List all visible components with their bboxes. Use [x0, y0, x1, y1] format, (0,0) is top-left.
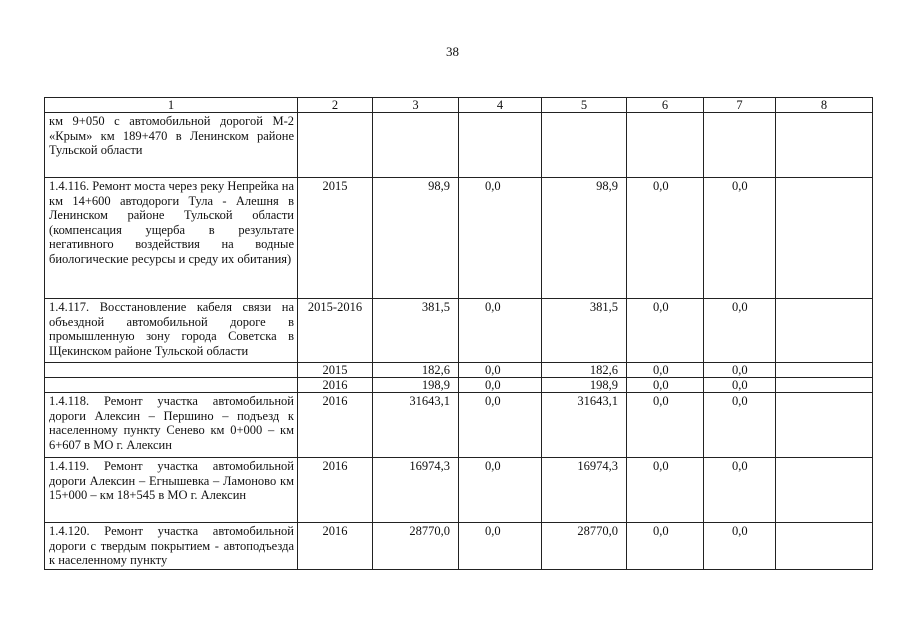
page-number: 38 [446, 44, 459, 59]
row-period: 2016 [298, 458, 373, 523]
row-col5: 198,9 [542, 378, 627, 393]
row-total: 381,5 [373, 299, 459, 363]
row-description [45, 378, 298, 393]
row-col8 [776, 523, 873, 570]
row-col4: 0,0 [459, 363, 542, 378]
row-col4: 0,0 [459, 523, 542, 570]
row-description: 1.4.119. Ремонт участка автомобильной дороги Алексин – Егнышевка – Ламоново км 15+000 – км 18+545 в МО г. Алексин [45, 458, 298, 523]
row-col6: 0,0 [627, 458, 704, 523]
row-period: 2015 [298, 178, 373, 299]
row-col6: 0,0 [627, 523, 704, 570]
row-col8 [776, 378, 873, 393]
row-col6: 0,0 [627, 363, 704, 378]
row-col7 [704, 113, 776, 178]
row-total: 98,9 [373, 178, 459, 299]
row-col7: 0,0 [704, 363, 776, 378]
table-row [45, 393, 873, 458]
column-header: 3 [373, 98, 459, 113]
row-description: 1.4.117. Восстановление кабеля связи на объездной автомобильной дороге в промышленную зону города Советска в Щекинском районе Тульской области [45, 299, 298, 363]
column-header: 6 [627, 98, 704, 113]
row-col4: 0,0 [459, 393, 542, 458]
row-col4: 0,0 [459, 458, 542, 523]
row-total: 28770,0 [373, 523, 459, 570]
row-col5: 182,6 [542, 363, 627, 378]
row-col5: 98,9 [542, 178, 627, 299]
table-row [45, 458, 873, 523]
row-col6: 0,0 [627, 378, 704, 393]
row-description: 1.4.116. Ремонт моста через реку Непрейка на км 14+600 автодороги Тула - Алешня в Ленинском районе Тульской области (компенсация ущерба в результате негативного воздействия на водные биологические ресурсы и среду их обитания) [45, 178, 298, 299]
table-row [45, 378, 873, 393]
row-total: 182,6 [373, 363, 459, 378]
table-row [45, 299, 873, 363]
row-col7: 0,0 [704, 523, 776, 570]
row-col4: 0,0 [459, 299, 542, 363]
row-period: 2016 [298, 523, 373, 570]
row-col5: 16974,3 [542, 458, 627, 523]
row-col6 [627, 113, 704, 178]
row-col6: 0,0 [627, 299, 704, 363]
row-period [298, 113, 373, 178]
row-total: 31643,1 [373, 393, 459, 458]
row-description: 1.4.118. Ремонт участка автомобильной дороги Алексин – Першино – подъезд к населенному пункту Сенево км 0+000 – км 6+607 в МО г. Алексин [45, 393, 298, 458]
row-col8 [776, 113, 873, 178]
row-col5: 28770,0 [542, 523, 627, 570]
table-row [45, 363, 873, 378]
column-header: 5 [542, 98, 627, 113]
row-col4 [459, 113, 542, 178]
row-col5 [542, 113, 627, 178]
column-header: 4 [459, 98, 542, 113]
column-header: 8 [776, 98, 873, 113]
table-row [45, 113, 873, 178]
row-col7: 0,0 [704, 178, 776, 299]
row-col7: 0,0 [704, 299, 776, 363]
row-period: 2015-2016 [298, 299, 373, 363]
row-period: 2016 [298, 393, 373, 458]
row-total: 16974,3 [373, 458, 459, 523]
row-col7: 0,0 [704, 393, 776, 458]
row-total: 198,9 [373, 378, 459, 393]
row-col8 [776, 178, 873, 299]
row-col8 [776, 299, 873, 363]
row-col5: 381,5 [542, 299, 627, 363]
row-col8 [776, 393, 873, 458]
table-row [45, 523, 873, 570]
row-col5: 31643,1 [542, 393, 627, 458]
row-col6: 0,0 [627, 393, 704, 458]
row-col7: 0,0 [704, 458, 776, 523]
row-total [373, 113, 459, 178]
table-row [45, 178, 873, 299]
row-col8 [776, 363, 873, 378]
row-col4: 0,0 [459, 378, 542, 393]
column-header: 2 [298, 98, 373, 113]
row-description: км 9+050 с автомобильной дорогой М-2 «Крым» км 189+470 в Ленинском районе Тульской области [45, 113, 298, 178]
column-header: 7 [704, 98, 776, 113]
row-col8 [776, 458, 873, 523]
row-period: 2016 [298, 378, 373, 393]
row-description: 1.4.120. Ремонт участка автомобильной дороги с твердым покрытием - автоподъезда к населенному пункту [45, 523, 298, 570]
row-col4: 0,0 [459, 178, 542, 299]
row-col7: 0,0 [704, 378, 776, 393]
row-col6: 0,0 [627, 178, 704, 299]
row-period: 2015 [298, 363, 373, 378]
column-header: 1 [45, 98, 298, 113]
row-description [45, 363, 298, 378]
budget-table [44, 97, 873, 570]
column-number-row [45, 98, 873, 113]
